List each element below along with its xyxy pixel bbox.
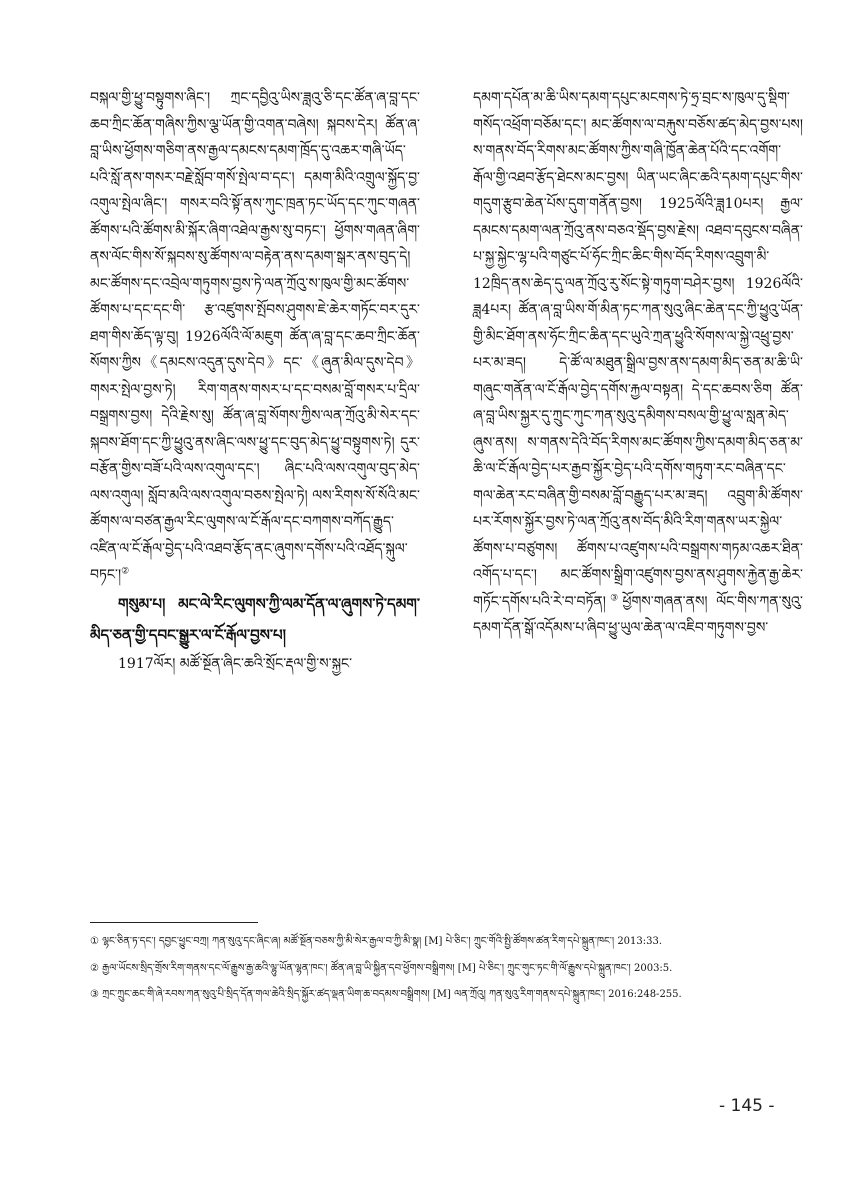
footnote-1: [90, 934, 755, 950]
right-column: [473, 85, 803, 642]
footnote-mark: ③: [90, 989, 99, 1000]
footnote-ref-2[interactable]: ②: [121, 566, 130, 577]
footnote-text: ཀྲང་ཀྲུང་ཆང་གི་ཞེ་རབས་ཀན་སུའུ་པི་སྲིད་དོན་གལ་ཆེའི་སྲིད་སྐྱོར་ཚད་ལྡན་ཡིག་ཆ་བདམས་བསྒྲིགས། [M] ལན་ཀྲོའུ། ཀན་སུའུ་རིག་གནས་དཔེ་སྐྲུན་ཁང་།: [102, 989, 605, 1000]
footnote-3: [90, 987, 755, 1003]
footnote-citation: 2016:248-255.: [608, 989, 682, 1000]
footnote-mark: ②: [90, 962, 99, 974]
footnote-citation: 2003:5.: [633, 962, 673, 974]
footnote-text: ལྷང་ཅིན་ཏ་དང་། དབྱང་ཕྱུང་བཀྲ། ཀན་སུའུ་དང་ཞིང་ཞ། མཚོ་སྔོན་བཅས་ཀྱི་མི་སེར་རྒྱལ་བ་ཀྱི་མི་སྣ། [M] པེ་ཅིང་། ཀྲུང་གོའི་སྤྱི་ཚོགས་ཚན་རིག་དཔེ་སྐྲུན་ཁང་།: [102, 936, 615, 947]
footnote-divider: [90, 922, 258, 923]
left-paragraph-1-text: བསྐལ་གྱི་ཕྱུ་བསྟུགས་ཞིང་། ཀྲང་དབྱིའུ་ཡིས་ཟླའུ་ཅི་དང་ཚོན་ཞ་བླ་དང་ཆབ་ཀྲིང་ཆོན་གཞིས་ཀྱིས་ལྕ་ཡོན་གྱི་འགན་བཞེས། སྐབས་དེར། ཚོན་ཞ་བླ་ཡིས་ཕྱོགས་གཅིག་ནས་རྒྱལ་དམངས་དམག་ཁྲོད་དུ་འཆར་གཞི་ཡོད་པའི་སློ་ནས་གསར་བརྗེ་སློབ་གསོ་སྤེལ་བ་དང་། དམག་མིའི་འགྲུལ་སྐྱོད་བྱ་འགུལ་སྤེལ་ཞིང་། གསར་བའི་སྟོ་ནས་ཀུང་ཁྲན་ཏང་ཡོད་དང་ཀུང་གཞན་ཚོགས་པའི་ཚོགས་མི་སྐོར་ཞིག་འཐེལ་རྒྱས་སུ་བཏང་། ཕྱོགས་གཞན་ཞིག་ནས་ལོང་གིས་སོ་སྐབས་སུ་ཚོགས་ལ་བརྟེན་ནས་དམག་སྒར་ནས་བུད་དེ། མང་ཚོགས་དང་འབྲེལ་གཏུགས་བྱས་ཏེ་ལན་ཀྲོའུ་ས་ཁུལ་གྱི་མང་ཚོགས་ཚོགས་པ་དང་དང་གི་ རྩ་འཛུགས་སྤོབས་ཤུགས་ཇེ་ཆེར་གཏོང་བར་དུར་ཐག་གིས་ཆོད་ལྟ་བུ། 1926ལོའི་ལོ་མཇུག ཚོན་ཞ་བླ་དང་ཆབ་ཀྲིང་ཆོན་སོགས་ཀྱིས《དམངས་འདུན་དུས་དེབ》དང་《ཞུན་མིལ་དུས་དེབ》གསར་སྤེལ་བྱས་ཏེ། རིག་གནས་གསར་པ་དང་བསམ་བློ་གསར་པ་དྲིལ་བསྒྲགས་བྱས། དེའི་རྗེས་སུ། ཚོན་ཞ་བླ་སོགས་ཀྱིས་ལན་ཀྲོའུ་མི་སེར་དང་སྐབས་ཐོག་དང་ཀྱི་ཕྱུའུ་ནས་ཞིང་ལས་ཕྱུ་དང་བུད་མེད་ཕྱུ་བསྟུགས་ཏེ། དུར་བརྩོན་གྱིས་བཟོ་པའི་ལས་འགུལ་དང་། ཞིང་པའི་ལས་འགུལ་བུད་མེད་ལས་འགུལ། སློབ་མའི་ལས་འགུལ་བཅས་སྤེལ་ཏེ། ལས་རིགས་སོ་སོའི་མང་ཚོགས་ལ་བཙན་རྒྱལ་རིང་ལུགས་ལ་ངོ་རྒོལ་དང་བཀགས་བཀོད་རྒྱུད་འཛིན་ལ་ངོ་རྒོལ་བྱེད་པའི་འཐབ་རྩོད་ནང་ཞུགས་དགོས་པའི་འཐོད་སྐུལ་བཏང་།: [90, 90, 420, 583]
footnote-2: [90, 961, 755, 977]
footnotes: [90, 934, 755, 1014]
right-paragraph-1-tail: ཕྱོགས་གཞན་ནས། ལོང་གིས་ཀན་སུའུ་དམག་དོན་སྒོ་འདོམས་པ་ཞིབ་ཕྱུ་ཡུལ་ཆེན་ལ་འཇིབ་གཏུགས་བྱས་: [473, 593, 803, 636]
right-paragraph-1: [473, 85, 803, 642]
footnote-ref-3[interactable]: ③: [605, 592, 623, 603]
left-paragraph-1: [90, 85, 420, 589]
section-heading: གསུམ་པ། མང་ལེ་རིང་ལུགས་ཀྱི་ལམ་དོན་ལ་ཞུགས་ཏེ་དམག་མིད་ཅན་གྱི་དབང་སྒྱུར་ལ་ངོ་རྒོལ་བྱས་པ།: [90, 594, 420, 644]
footnote-text: རྒྱལ་ཡོངས་སྲིད་གྲོས་རིག་གནས་དང་ལོ་རྒྱུས་རྒྱ་ཆའི་ལྷུ་ཡོན་ལྷན་ཁང་། ཚོན་ཞ་བླ་ཡི་སྐྱིན་དབ་ཕྱོགས་བསྒྲིགས། [M] པེ་ཅིང་། ཀྲུང་གུང་ཏང་གི་ལོ་རྒྱུས་དཔེ་སྐྲུན་ཁང་།: [102, 962, 631, 974]
left-column: [90, 85, 420, 677]
footnote-mark: ①: [90, 936, 99, 947]
left-paragraph-2: 1917ལོར། མཚོ་སྔོན་ཞིང་ཆའི་སྲོང་རྡལ་གྱི་ས་སྐྱང་: [118, 655, 353, 672]
page-number: - 145 -: [719, 1096, 775, 1116]
footnote-citation: 2013:33.: [617, 936, 663, 947]
right-paragraph-1-text: དམག་དཔོན་མ་ཆི་ཡིས་དམག་དཔུང་མངགས་ཏེ་ཧྲ་བྲང་ས་ཁུལ་དུ་སྡིག་གསོད་འཕྲོག་བཅོམ་དང་། མང་ཚོགས་ལ་བརྐུས་བཅོས་ཚད་མེད་བྱས་པས། ས་གནས་བོད་རིགས་མང་ཚོགས་ཀྱིས་གཞི་ཁྱོན་ཆེན་པོའི་དང་འགོག་རྒོལ་གྱི་འཐབ་རྩོད་ཐེངས་མང་བྱས། ཡིན་ཡང་ཞིང་ཆའི་དམག་དཔུང་གིས་གདུག་རྩུབ་ཆེན་པོས་དུག་གནོན་བྱས། 1925ལོའི་ཟླ10པར། རྒྱལ་དམངས་དམག་ལན་ཀྲོའུ་ནས་བཅའ་སྡོད་བྱས་རྗེས། འཐབ་དབུངས་བཞིན་པ་སྐྱ་སྐྱེང་ལྷ་པའི་གཙུང་པོ་ཧོང་ཀྲིང་ཆིང་གིས་བོད་རིགས་འབྲུག་མི་12ཁྲིད་ནས་ཆེད་དུ་ལན་ཀྲོའུ་རུ་སོང་སྟེ་གཏུག་བཤེར་བྱས། 1926ལོའི་ཟླ4པར། ཚོན་ཞ་བླ་ཡིས་གོ་མིན་ཏང་ཀན་སུའུ་ཞིང་ཆེན་དང་ཀྱི་ཕྱུའུ་ཡོན་གྱི་མིང་ཐོག་ནས་ཧོང་ཀྲིང་ཆིན་དང་ཡུའེ་ཀྲན་ཕྱུའི་སོགས་ལ་སྐྱེ་འཕྲུ་བྱས་པར་མ་ཟད། དེ་ཚོ་ལ་མཐུན་སྒྲིལ་བྱས་ནས་དམག་མིད་ཅན་མ་ཆི་ཡི་གཞུང་གནོན་ལ་ངོ་རྒོལ་བྱེད་དགོས་རྐྱལ་བསྟན། དེ་དང་ཆབས་ཅིག ཚོན་ཞ་བླ་ཡིས་སྐྱར་དུ་ཀྲུང་ཀུང་ཀན་སུའུ་དམིགས་བསལ་གྱི་ཕྱུ་ལ་སླན་མེད་ཞུས་ནས། ས་གནས་དེའི་བོད་རིགས་མང་ཚོགས་ཀྱིས་དམག་མིད་ཅན་མ་ཆི་ལ་ངོ་རྒོལ་བྱེད་པར་རྒྱབ་སྐྱོར་བྱེད་པའི་དགོས་གཏུག་རང་བཞིན་དང་གལ་ཆེན་རང་བཞིན་གྱི་བསམ་བློ་བརྒྱུད་པར་མ་ཟད། འབྲུག་མི་ཚོགས་པར་རོགས་སྐྱོར་བྱས་ཏེ་ལན་ཀྲོའུ་ནས་བོད་མིའི་རིག་གནས་ཡར་སྐྱེལ་ཚོགས་པ་བཙུགས། ཚོགས་པ་འཛུགས་པའི་བསྒྲགས་གཏམ་འཆར་ཐིན་འགོད་པ་དང་། མང་ཚོགས་སྒྲིག་འཛུགས་བྱས་ནས་ཤུགས་རྐྱེན་རྒྱ་ཆེར་གཏོང་དགོས་པའི་རེ་བ་བཏོན།: [473, 90, 803, 610]
